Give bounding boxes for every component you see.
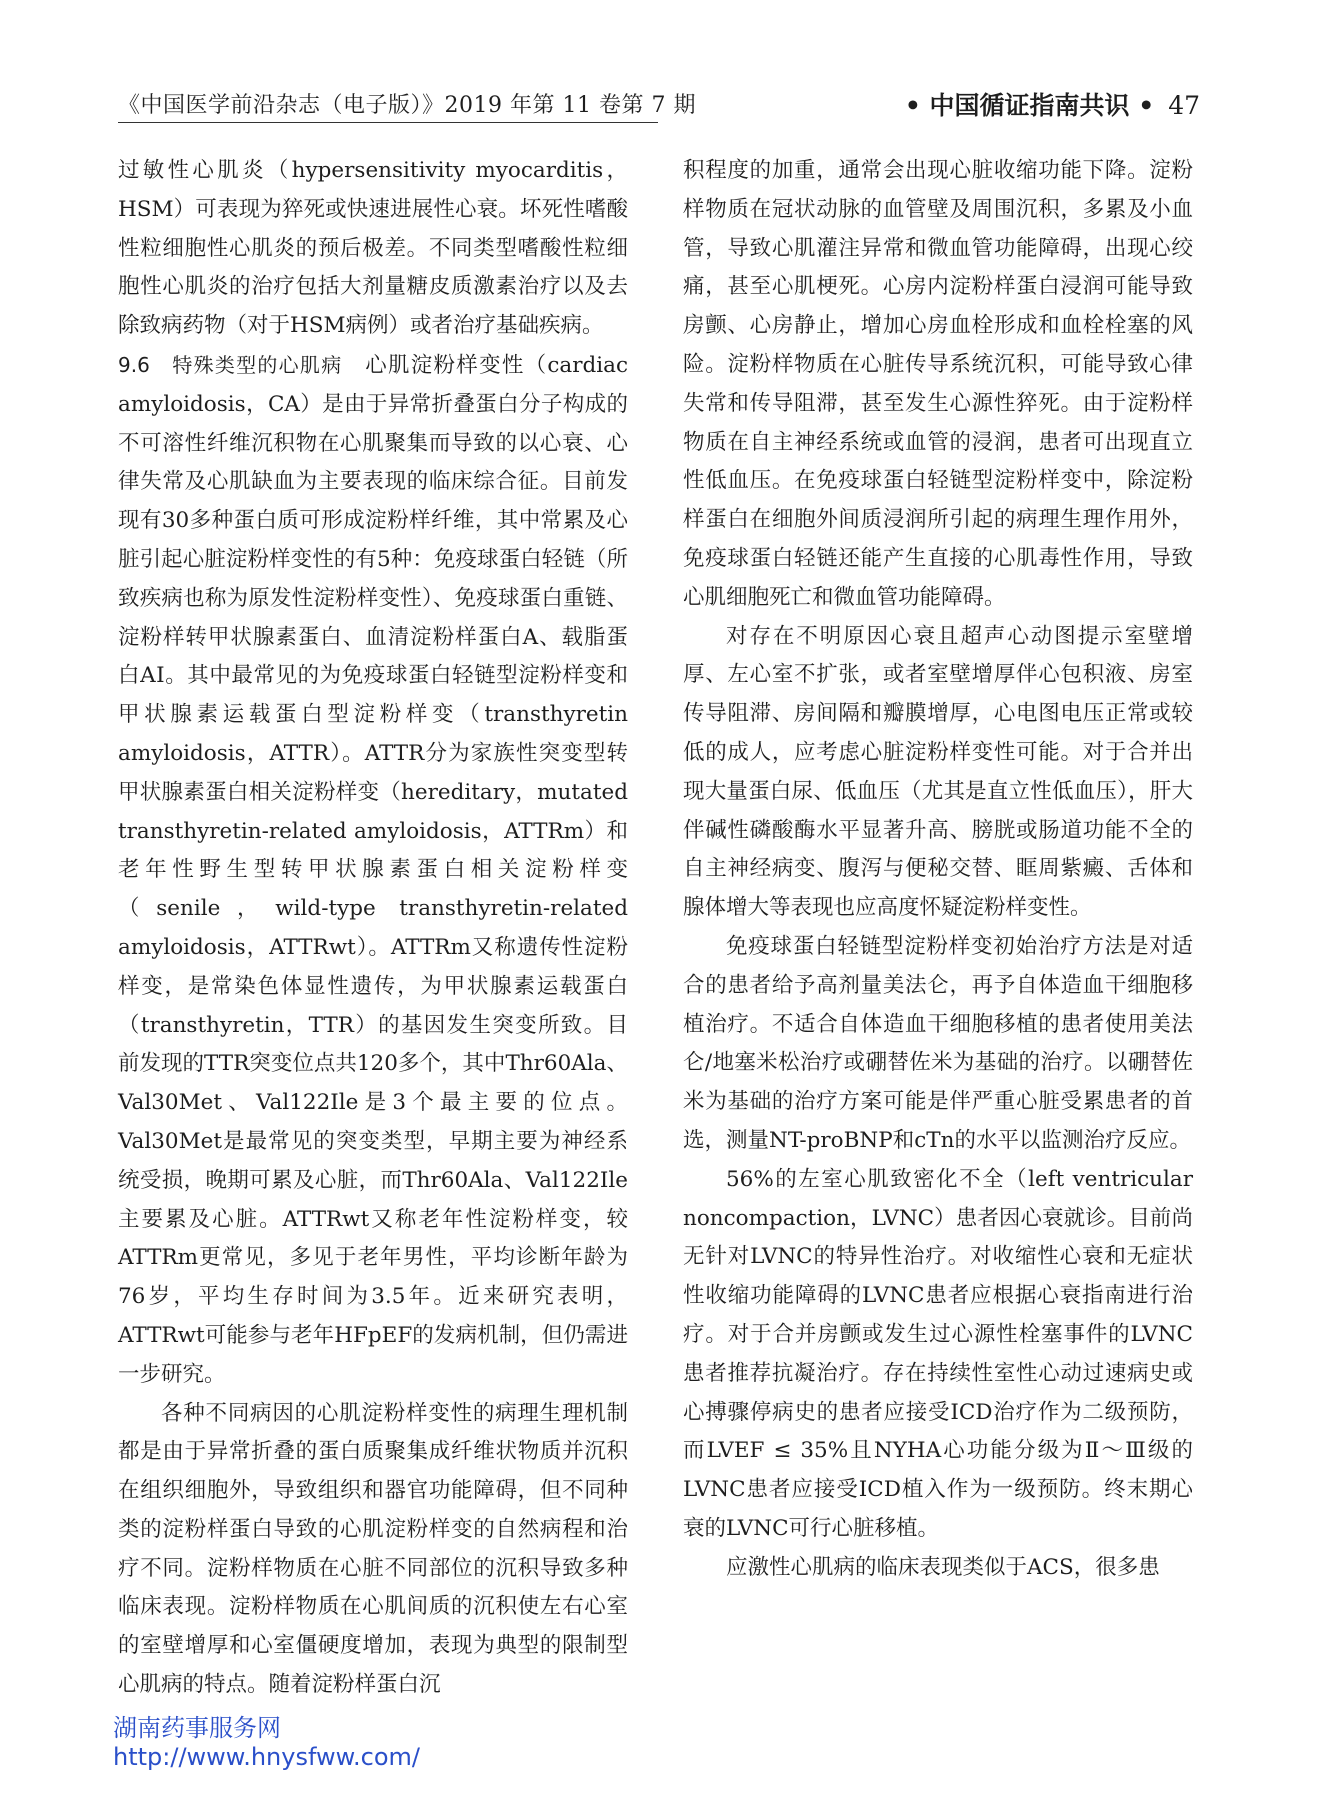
paragraph-body: 心肌淀粉样变性（cardiac amyloidosis，CA）是由于异常折叠蛋白分子构成的不可溶性纤维沉积物在心肌聚集而导致的以心衰、心律失常及心肌缺血为主要表现的临床综合征。目前发现有30多种蛋白质可形成淀粉样纤维，其中常累及心脏引起心脏淀粉样变性的有5种：免疫球蛋白轻链（所致疾病也称为原发性淀粉样变性）、免疫球蛋白重链、淀粉样转甲状腺素蛋白、血清淀粉样蛋白A、载脂蛋白AⅠ。其中最常见的为免疫球蛋白轻链型淀粉样变和甲状腺素运载蛋白型淀粉样变（transthyretin amyloidosis，ATTR）。ATTR分为家族性突变型转甲状腺素蛋白相关淀粉样变（hereditary，mutated transthyretin-related amyloidosis，ATTRm）和老年性野生型转甲状腺素蛋白相关淀粉样变（senile，wild-type transthyretin-related amyloidosis，ATTRwt）。ATTRm又称遗传性淀粉样变，是常染色体显性遗传，为甲状腺素运载蛋白（transthyretin，TTR）的基因发生突变所致。目前发现的TTR突变位点共120多个，其中Thr60Ala、Val30Met、Val122Ile是3个最主要的位点。Val30Met是最常见的突变类型，早期主要为神经系统受损，晚期可累及心脏，而Thr60Ala、Val122Ile主要累及心脏。ATTRwt又称老年性淀粉样变，较ATTRm更常见，多见于老年男性，平均诊断年龄为76岁，平均生存时间为3.5年。近来研究表明，ATTRwt可能参与老年HFpEF的发病机制，但仍需进一步研究。	[118, 352, 628, 1387]
paragraph: 对存在不明原因心衰且超声心动图提示室壁增厚、左心室不扩张，或者室壁增厚伴心包积液、房室传导阻滞、房间隔和瓣膜增厚，心电图电压正常或较低的成人，应考虑心脏淀粉样变性可能。对于合并出现大量蛋白尿、低血压（尤其是直立性低血压），肝大伴碱性磷酸酶水平显著升高、膀胱或肠道功能不全的自主神经病变、腹泻与便秘交替、眶周紫癜、舌体和腺体增大等表现也应高度怀疑淀粉样变性。	[683, 623, 1193, 921]
right-column	[683, 152, 1193, 1587]
paragraph-with-heading	[118, 346, 628, 1395]
paragraph: 各种不同病因的心肌淀粉样变性的病理生理机制都是由于异常折叠的蛋白质聚集成纤维状物质并沉积在组织细胞外，导致组织和器官功能障碍，但不同种类的淀粉样蛋白导致的心肌淀粉样变的自然病程和治疗不同。淀粉样物质在心脏不同部位的沉积导致多种临床表现。淀粉样物质在心肌间质的沉积使左右心室的室壁增厚和心室僵硬度增加，表现为典型的限制型心肌病的特点。随着淀粉样蛋白沉	[118, 1400, 628, 1698]
subsection-heading: 9.6 特殊类型的心肌病	[118, 352, 343, 377]
paragraph: 过敏性心肌炎（hypersensitivity myocarditis，HSM）可表现为猝死或快速进展性心衰。坏死性嗜酸性粒细胞性心肌炎的预后极差。不同类型嗜酸性粒细胞性心肌炎的治疗包括大剂量糖皮质激素治疗以及去除致病药物（对于HSM病例）或者治疗基础疾病。	[118, 158, 628, 339]
paragraph: 56%的左室心肌致密化不全（left ventricular noncompaction，LVNC）患者因心衰就诊。目前尚无针对LVNC的特异性治疗。对收缩性心衰和无症状性收缩功能障碍的LVNC患者应根据心衰指南进行治疗。对于合并房颤或发生过心源性栓塞事件的LVNC患者推荐抗凝治疗。存在持续性室性心动过速病史或心搏骤停病史的患者应接受ICD治疗作为二级预防，而LVEF ≤ 35%且NYHA心功能分级为Ⅱ～Ⅲ级的LVNC患者应接受ICD植入作为一级预防。终末期心衰的LVNC可行心脏移植。	[683, 1166, 1193, 1541]
watermark	[113, 1714, 420, 1772]
watermark-site-name: 湖南药事服务网	[113, 1714, 281, 1742]
journal-citation: 《中国医学前沿杂志（电子版）》2019 年第 11 卷第 7 期	[118, 93, 696, 118]
paragraph: 积程度的加重，通常会出现心脏收缩功能下降。淀粉样物质在冠状动脉的血管壁及周围沉积，多累及小血管，导致心肌灌注异常和微血管功能障碍，出现心绞痛，甚至心肌梗死。心房内淀粉样蛋白浸润可能导致房颤、心房静止，增加心房血栓形成和血栓栓塞的风险。淀粉样物质在心脏传导系统沉积，可能导致心律失常和传导阻滞，甚至发生心源性猝死。由于淀粉样物质在自主神经系统或血管的浸润，患者可出现直立性低血压。在免疫球蛋白轻链型淀粉样变中，除淀粉样蛋白在细胞外间质浸润所引起的病理生理作用外，免疫球蛋白轻链还能产生直接的心肌毒性作用，导致心肌细胞死亡和微血管功能障碍。	[683, 158, 1193, 610]
left-column	[118, 152, 628, 1705]
watermark-url: http://www.hnysfww.com/	[113, 1743, 421, 1771]
page-number: 47	[1168, 91, 1200, 120]
header-rule	[118, 122, 658, 123]
section-title: • 中国循证指南共识 •	[904, 91, 1155, 120]
section-tag	[905, 86, 1200, 122]
page-header	[118, 88, 1200, 124]
paragraph: 应激性心肌病的临床表现类似于ACS，很多患	[726, 1554, 1160, 1580]
paragraph: 免疫球蛋白轻链型淀粉样变初始治疗方法是对适合的患者给予高剂量美法仑，再予自体造血干细胞移植治疗。不适合自体造血干细胞移植的患者使用美法仑/地塞米松治疗或硼替佐米为基础的治疗。以硼替佐米为基础的治疗方案可能是伴严重心脏受累患者的首选，测量NT-proBNP和cTn的水平以监测治疗反应。	[683, 933, 1193, 1153]
